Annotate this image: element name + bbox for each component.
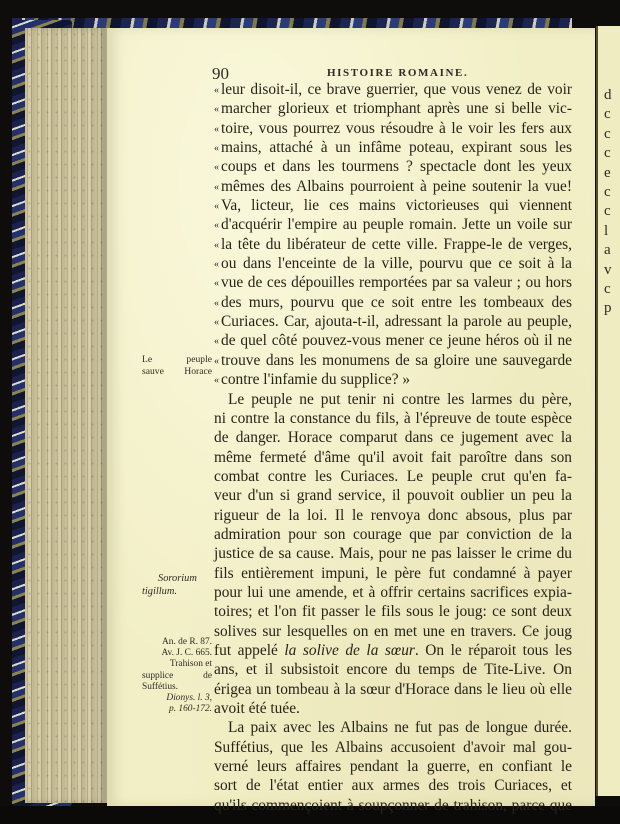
- text-line-content: ans, et il subsistoit encore du temps de Tite-Live. On: [214, 661, 572, 679]
- text-line-content: même fermeté d'âme qu'il avoit fait paroître dans son: [214, 448, 572, 466]
- text-line-content: contre l'infamie du supplice? »: [221, 371, 411, 389]
- margin-note-line: Le peuple: [142, 354, 212, 365]
- text-line-content: toire, vous pourrez vous résoudre à le voir les fers aux: [221, 119, 572, 137]
- quote-mark: «: [214, 375, 219, 387]
- text-line-content: rigueur de la loi. Il le renvoya donc absous, plus par: [214, 506, 572, 524]
- quote-mark: «: [214, 317, 219, 329]
- text-line: [214, 564, 572, 583]
- italic-phrase: la solive de la sœur: [284, 641, 415, 659]
- next-page-text-fragment: d: [604, 87, 612, 103]
- text-line-content: combat contre les Curiaces. Le peuple crut qu'en fa-: [214, 467, 572, 485]
- text-line: [214, 467, 572, 486]
- text-line-content: ni contre la constance du fils, à l'épreuve de toute espèce: [214, 409, 572, 427]
- text-line: [214, 544, 572, 563]
- next-page-text-fragment: c: [604, 203, 611, 220]
- text-line: [214, 660, 572, 679]
- text-line: [214, 99, 572, 118]
- text-line-content: mains, attaché à un infâme poteau, expirant sous les: [221, 139, 572, 157]
- text-line-content: admiration pour son courage que par conviction de la: [214, 525, 572, 543]
- margin-note-date-and-source: [142, 637, 212, 715]
- text-line-content: mêmes des Albains pourroient à peine soutenir la vue!: [221, 177, 572, 195]
- text-line-content: solives sur lesquelles on en met une en travers. Ce joug: [214, 622, 572, 640]
- text-line: [214, 331, 572, 350]
- margin-note-sororium-tigillum: [142, 572, 204, 598]
- text-line: [214, 312, 572, 331]
- text-line-content: veur d'un si grand service, il pouvoit oublier un peu la: [214, 487, 572, 505]
- text-line: [214, 119, 572, 138]
- text-line-content: des murs, pourvu que ce soit entre les tombeaux des: [221, 293, 572, 311]
- text-line-content: pour lui une amende, et à offrir certains sacrifices expia-: [214, 583, 572, 601]
- margin-note-le-peuple-sauve-horace: [142, 354, 212, 377]
- text-line: [214, 583, 572, 602]
- quote-mark: «: [214, 201, 219, 213]
- text-line: [214, 622, 572, 641]
- body-text: [214, 80, 572, 815]
- text-line-content: coups et dans les tourmens ? spectacle dont les yeux: [221, 158, 572, 176]
- quote-mark: «: [214, 259, 219, 271]
- next-page-text-fragment: e: [604, 164, 611, 181]
- text-line-content: Le peuple ne put tenir ni contre les larmes du père,: [228, 390, 572, 408]
- next-page-text-fragment: p: [604, 300, 612, 317]
- text-line: [214, 738, 572, 757]
- text-line-content: ou dans l'enceinte de la ville, pourvu que ce soit à la: [221, 255, 572, 273]
- next-page-text-fragment: c: [604, 281, 611, 297]
- quote-mark: «: [214, 181, 219, 193]
- text-line-content: de quel côté pouvez-vous mener ce jeune héros où il ne: [221, 332, 572, 350]
- next-page-text-fragment: c: [604, 145, 611, 162]
- margin-note-line: Dionys. l. 3,: [166, 693, 212, 704]
- text-line: [214, 796, 572, 815]
- text-line-continuation: . On le réparoit tous les: [414, 641, 572, 659]
- text-line-content: La paix avec les Albains ne fut pas de longue durée.: [228, 719, 572, 737]
- text-line-content: Suffétius, que les Albains accusoient d'avoir mal gou-: [214, 738, 572, 756]
- text-line: [214, 273, 572, 292]
- quote-mark: «: [214, 104, 219, 116]
- margin-note-line: An. de R. 87.: [162, 637, 212, 647]
- page-number: 90: [212, 64, 229, 83]
- next-page-edge: [596, 26, 620, 796]
- text-line: [214, 293, 572, 312]
- margin-note-line: tigillum.: [142, 586, 177, 597]
- text-line-content: la tête du libérateur de cette ville. Frappe-le de verges,: [221, 235, 572, 253]
- next-page-text-fragment: c: [604, 125, 611, 142]
- text-line: [214, 157, 572, 176]
- text-line-content: Va, licteur, lie ces mains victorieuses qui viennent: [221, 197, 572, 215]
- text-line-content: verné leurs affaires pendant la guerre, en confiant le: [214, 758, 572, 776]
- text-line-content: Curiaces. Car, ajouta-t-il, adressant la parole au peuple,: [221, 313, 572, 331]
- text-line: [214, 525, 572, 544]
- text-line-content: toires; et l'on fit passer le fils sous le joug: ce sont deux: [214, 603, 572, 621]
- quote-mark: «: [214, 278, 219, 290]
- next-page-text-fragment: l: [604, 222, 609, 239]
- text-line-content: leur disoit-il, ce brave guerrier, que vous venez de voir: [221, 81, 572, 98]
- text-line: [214, 680, 572, 699]
- text-line: [214, 718, 572, 737]
- next-page-text-fragment: v: [604, 261, 612, 278]
- text-line-content: justice de sa cause. Mais, pour ne pas laisser le crime du: [214, 545, 572, 563]
- text-line-content: vue de ces dépouilles remportées par sa valeur ; ou hors: [221, 274, 572, 292]
- text-line-content: d'acquérir l'empire au peuple romain. Jette un voile sur: [221, 216, 572, 234]
- text-line-content: érigea un tombeau à la sœur d'Horace dans le lieu où elle: [214, 680, 572, 698]
- text-line: [214, 80, 572, 99]
- text-line-content: fut appelé: [214, 641, 278, 659]
- text-line: [214, 177, 572, 196]
- text-line: [214, 196, 572, 215]
- quote-mark: «: [214, 220, 219, 232]
- margin-note-line: Trahison et: [169, 659, 212, 670]
- text-line: [214, 506, 572, 525]
- text-line: [214, 699, 572, 718]
- text-line: [214, 409, 572, 428]
- text-line: [214, 254, 572, 273]
- margin-note-line: Av. J. C. 665.: [161, 648, 212, 659]
- quote-mark: «: [214, 239, 219, 251]
- next-page-text-fragment: c: [604, 184, 611, 200]
- text-line: [214, 486, 572, 505]
- quote-mark: «: [214, 143, 219, 155]
- page-block-edge: [25, 28, 107, 803]
- text-line: [214, 448, 572, 467]
- text-line: [214, 390, 572, 409]
- text-line: [214, 215, 572, 234]
- text-line: [214, 138, 572, 157]
- quote-mark: «: [214, 355, 219, 367]
- margin-note-line: sauve Horace: [142, 365, 212, 377]
- quote-mark: «: [214, 85, 219, 96]
- running-title: HISTOIRE ROMAINE.: [327, 67, 469, 79]
- quote-mark: «: [214, 123, 219, 135]
- margin-note-line: Sororium: [158, 573, 197, 584]
- text-line-content: fils entièrement impuni, le père fut condamné à payer: [214, 564, 572, 582]
- text-line-content: trouve dans les monumens de sa gloire une sauvegarde: [221, 351, 572, 369]
- margin-note-line: supplice de: [142, 670, 212, 681]
- text-line-content: avoit été tuée.: [214, 700, 300, 717]
- text-line-content: marcher glorieux et triomphant après une si belle vic-: [221, 100, 572, 118]
- text-line-content: qu'ils commençoient à soupçonner de trahison, parce que: [214, 796, 572, 814]
- next-page-text-fragment: a: [604, 242, 611, 259]
- quote-mark: «: [214, 336, 219, 348]
- text-line: [214, 351, 572, 370]
- text-line: [214, 776, 572, 795]
- text-line: [214, 235, 572, 254]
- text-line: [214, 370, 572, 389]
- quote-mark: «: [214, 162, 219, 174]
- text-line: [214, 757, 572, 776]
- text-line: [214, 602, 572, 621]
- text-line: [214, 641, 572, 660]
- text-line-content: sort de l'état entier aux armes des trois Curiaces, et: [214, 777, 572, 795]
- text-line-content: de danger. Horace comparut dans ce jugement avec la: [214, 429, 572, 447]
- next-page-text-fragment: c: [604, 106, 611, 123]
- margin-note-line: p. 160-172.: [169, 704, 212, 715]
- margin-note-line: Suffétius.: [142, 681, 179, 692]
- quote-mark: «: [214, 297, 219, 309]
- text-line: [214, 428, 572, 447]
